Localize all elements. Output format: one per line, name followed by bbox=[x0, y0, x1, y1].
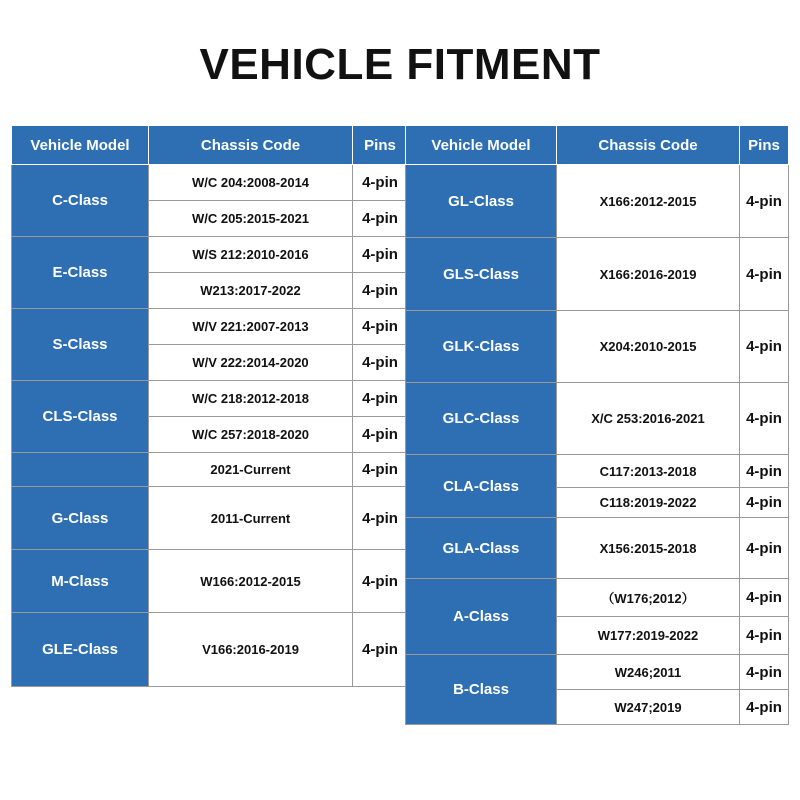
model-cell: CLS-Class bbox=[12, 381, 149, 453]
pins-cell: 4-pin bbox=[353, 487, 408, 550]
table-row bbox=[406, 383, 789, 455]
table-row bbox=[12, 309, 408, 345]
chassis-code-cell: X156:2015-2018 bbox=[557, 518, 740, 579]
chassis-code-cell: W213:2017-2022 bbox=[149, 273, 353, 309]
table-row bbox=[12, 487, 408, 550]
pins-cell: 4-pin bbox=[353, 453, 408, 487]
model-cell: GLS-Class bbox=[406, 238, 557, 311]
chassis-code-cell: （W176;2012） bbox=[557, 579, 740, 617]
chassis-code-cell: W/S 212:2010-2016 bbox=[149, 237, 353, 273]
header-chassis-code: Chassis Code bbox=[557, 126, 740, 165]
table-row bbox=[12, 550, 408, 613]
pins-cell: 4-pin bbox=[740, 518, 789, 579]
table-header-row bbox=[406, 126, 789, 165]
chassis-code-cell: X166:2016-2019 bbox=[557, 238, 740, 311]
pins-cell: 4-pin bbox=[740, 455, 789, 488]
chassis-code-cell: W/V 221:2007-2013 bbox=[149, 309, 353, 345]
chassis-code-cell: W177:2019-2022 bbox=[557, 617, 740, 655]
chassis-code-cell: 2011-Current bbox=[149, 487, 353, 550]
table-row bbox=[12, 613, 408, 687]
model-cell: E-Class bbox=[12, 237, 149, 309]
table-row bbox=[406, 579, 789, 617]
chassis-code-cell: W/C 205:2015-2021 bbox=[149, 201, 353, 237]
header-chassis-code: Chassis Code bbox=[149, 126, 353, 165]
pins-cell: 4-pin bbox=[353, 613, 408, 687]
chassis-code-cell: W/C 257:2018-2020 bbox=[149, 417, 353, 453]
model-cell: CLA-Class bbox=[406, 455, 557, 518]
chassis-code-cell: W246;2011 bbox=[557, 655, 740, 690]
pins-cell: 4-pin bbox=[353, 201, 408, 237]
chassis-code-cell: W/C 218:2012-2018 bbox=[149, 381, 353, 417]
model-cell: GLC-Class bbox=[406, 383, 557, 455]
pins-cell: 4-pin bbox=[740, 488, 789, 518]
model-cell: S-Class bbox=[12, 309, 149, 381]
pins-cell: 4-pin bbox=[740, 579, 789, 617]
table-row bbox=[406, 455, 789, 488]
table-header-row bbox=[12, 126, 408, 165]
chassis-code-cell: V166:2016-2019 bbox=[149, 613, 353, 687]
model-cell: G-Class bbox=[12, 487, 149, 550]
chassis-code-cell: W166:2012-2015 bbox=[149, 550, 353, 613]
model-cell: GLK-Class bbox=[406, 311, 557, 383]
model-cell: GLE-Class bbox=[12, 613, 149, 687]
model-cell: M-Class bbox=[12, 550, 149, 613]
table-row bbox=[406, 165, 789, 238]
page-title: VEHICLE FITMENT bbox=[199, 40, 601, 89]
table-row bbox=[406, 655, 789, 690]
pins-cell: 4-pin bbox=[740, 238, 789, 311]
model-cell: C-Class bbox=[12, 165, 149, 237]
pins-cell: 4-pin bbox=[353, 237, 408, 273]
chassis-code-cell: C118:2019-2022 bbox=[557, 488, 740, 518]
chassis-code-cell: W247;2019 bbox=[557, 690, 740, 725]
header-pins: Pins bbox=[353, 126, 408, 165]
pins-cell: 4-pin bbox=[353, 345, 408, 381]
pins-cell: 4-pin bbox=[740, 690, 789, 725]
fitment-table-right bbox=[405, 125, 789, 725]
header-pins: Pins bbox=[740, 126, 789, 165]
table-row bbox=[406, 238, 789, 311]
pins-cell: 4-pin bbox=[353, 273, 408, 309]
header-vehicle-model: Vehicle Model bbox=[406, 126, 557, 165]
pins-cell: 4-pin bbox=[353, 309, 408, 345]
chassis-code-cell: W/V 222:2014-2020 bbox=[149, 345, 353, 381]
pins-cell: 4-pin bbox=[740, 311, 789, 383]
table-row bbox=[12, 165, 408, 201]
table-row bbox=[406, 311, 789, 383]
table-row bbox=[12, 381, 408, 417]
chassis-code-cell: 2021-Current bbox=[149, 453, 353, 487]
chassis-code-cell: X204:2010-2015 bbox=[557, 311, 740, 383]
fitment-table-left bbox=[11, 125, 408, 687]
pins-cell: 4-pin bbox=[740, 165, 789, 238]
model-cell: GLA-Class bbox=[406, 518, 557, 579]
pins-cell: 4-pin bbox=[740, 383, 789, 455]
model-cell: GL-Class bbox=[406, 165, 557, 238]
header-vehicle-model: Vehicle Model bbox=[12, 126, 149, 165]
pins-cell: 4-pin bbox=[353, 550, 408, 613]
pins-cell: 4-pin bbox=[353, 417, 408, 453]
model-cell: A-Class bbox=[406, 579, 557, 655]
chassis-code-cell: X166:2012-2015 bbox=[557, 165, 740, 238]
chassis-code-cell: X/C 253:2016-2021 bbox=[557, 383, 740, 455]
pins-cell: 4-pin bbox=[740, 655, 789, 690]
pins-cell: 4-pin bbox=[740, 617, 789, 655]
pins-cell: 4-pin bbox=[353, 165, 408, 201]
model-cell: B-Class bbox=[406, 655, 557, 725]
table-row bbox=[12, 453, 408, 487]
chassis-code-cell: W/C 204:2008-2014 bbox=[149, 165, 353, 201]
pins-cell: 4-pin bbox=[353, 381, 408, 417]
chassis-code-cell: C117:2013-2018 bbox=[557, 455, 740, 488]
table-row bbox=[12, 237, 408, 273]
table-row bbox=[406, 518, 789, 579]
model-cell-continued bbox=[12, 453, 149, 487]
